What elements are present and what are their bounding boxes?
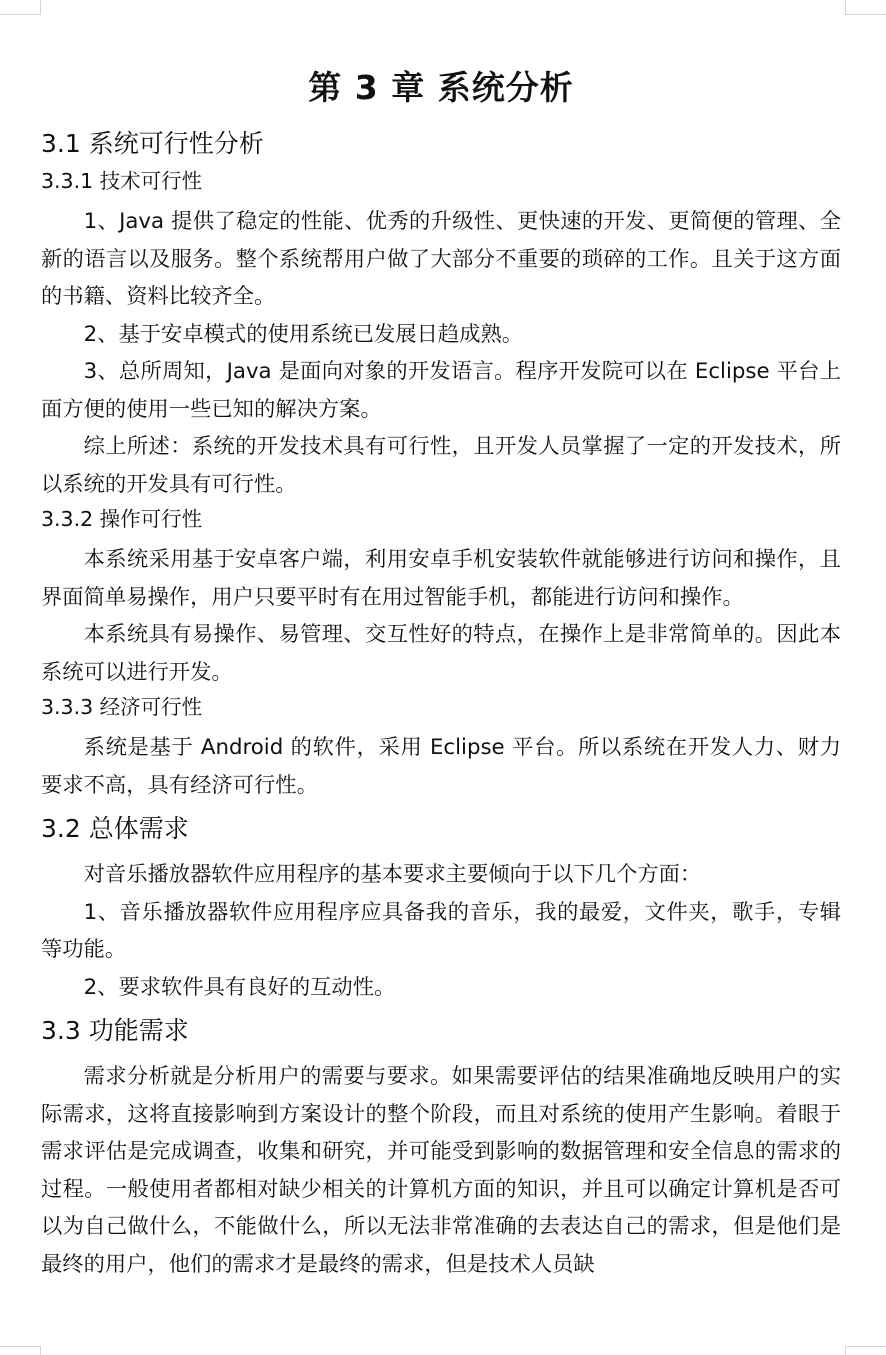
paragraph: 2、要求软件具有良好的互动性。 [83,974,396,1000]
paragraph: 综上所述：系统的开发技术具有可行性，且开发人员掌握了一定的开发技术，所以系统的开发具有可行性。 [41,434,841,497]
subsection-heading-tech: 3.3.1 技术可行性 [41,169,203,193]
subsection-heading-econ: 3.3.3 经济可行性 [41,695,203,719]
paragraph: 系统是基于 Android 的软件，采用 Eclipse 平台。所以系统在开发人力、财力要求不高，具有经济可行性。 [41,735,841,798]
document-page [41,52,841,1283]
page-corner-mark-bottom-right [845,1346,886,1355]
paragraph: 本系统采用基于安卓客户端，利用安卓手机安装软件就能够进行访问和操作，且界面简单易操作，用户只要平时有在用过智能手机，都能进行访问和操作。 [41,547,841,610]
paragraph: 1、Java 提供了稳定的性能、优秀的升级性、更快速的开发、更简便的管理、全新的语言以及服务。整个系统帮用户做了大部分不重要的琐碎的工作。且关于这方面的书籍、资料比较齐全。 [41,209,841,309]
paragraph: 2、基于安卓模式的使用系统已发展日趋成熟。 [83,321,524,347]
chapter-title: 第 3 章 系统分析 [308,68,574,107]
page-corner-mark-top-left [0,0,41,15]
paragraph: 3、总所周知，Java 是面向对象的开发语言。程序开发院可以在 Eclipse 平台上面方便的使用一些已知的解决方案。 [41,359,841,422]
paragraph: 本系统具有易操作、易管理、交互性好的特点，在操作上是非常简单的。因此本系统可以进行开发。 [41,622,841,685]
paragraph: 对音乐播放器软件应用程序的基本要求主要倾向于以下几个方面： [83,862,702,887]
section-heading-3-1: 3.1 系统可行性分析 [41,129,264,158]
page-corner-mark-bottom-left [0,1346,41,1355]
page-corner-mark-top-right [845,0,886,15]
paragraph: 1、音乐播放器软件应用程序应具备我的音乐，我的最爱，文件夹，歌手，专辑等功能。 [41,899,841,962]
subsection-heading-ops: 3.3.2 操作可行性 [41,507,203,531]
paragraph: 需求分析就是分析用户的需要与要求。如果需要评估的结果准确地反映用户的实际需求，这将直接影响到方案设计的整个阶段，而且对系统的使用产生影响。着眼于需求评估是完成调查，收集和研究，并可能受到影响的数据管理和安全信息的需求的过程。一般使用者都相对缺少相关的计算机方面的知识，并且可以确定计算机是否可以为自己做什么，不能做什么，所以无法非常准确的去表达自己的需求，但是他们是最终的用户，他们的需求才是最终的需求，但是技术人员缺 [41,1064,841,1277]
section-heading-3-3: 3.3 功能需求 [41,1016,189,1045]
section-heading-3-2: 3.2 总体需求 [41,814,189,843]
